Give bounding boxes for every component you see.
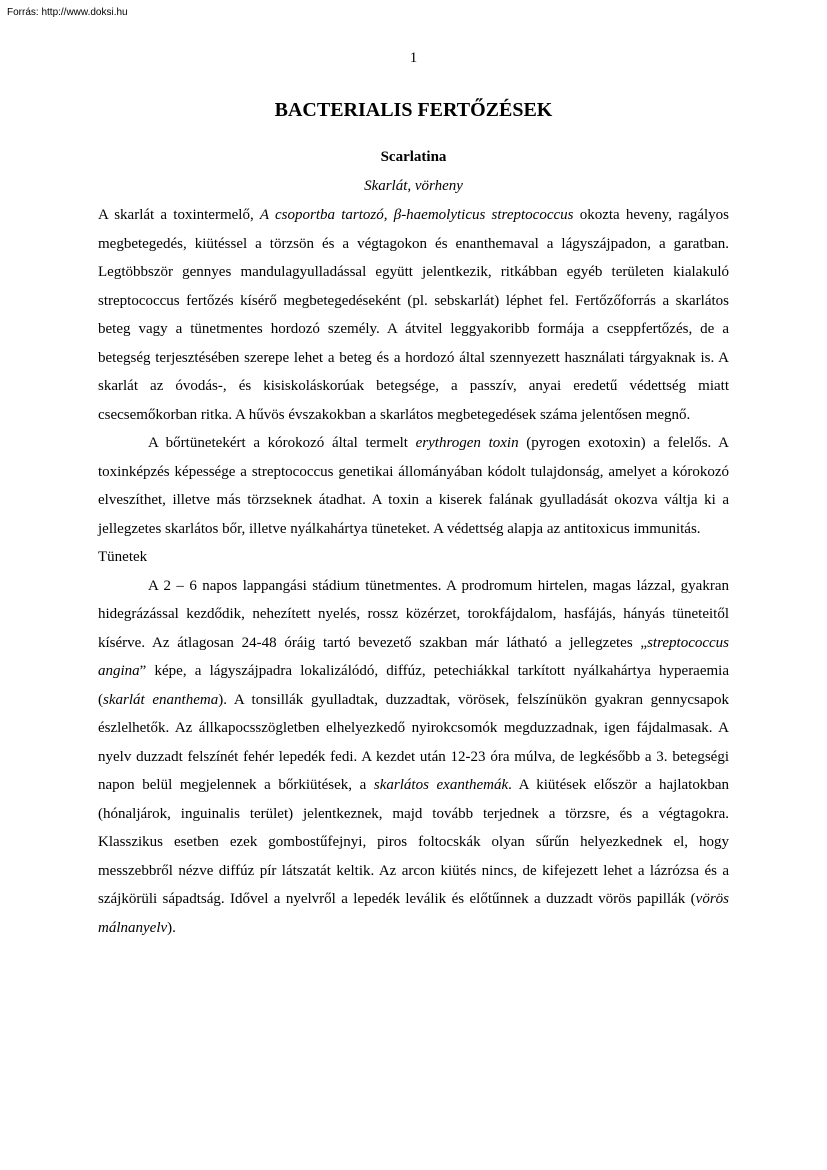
document-title: BACTERIALIS FERTŐZÉSEK	[274, 99, 553, 121]
p3-text-a: A 2 – 6 napos lappangási stádium tünetmentes. A prodromum hirtelen, magas lázzal, gyakran hidegrázással kezdődik, nehezített nyelés, rossz közérzet, torokfájdalom, hasfájás, hányás tüneteitől kísérve. Az átlagosan 24-48 óráig tartó bevezető szakban már látható a jellegzetes „	[98, 577, 729, 651]
section-subtitle: Skarlát, vörheny	[364, 178, 463, 194]
p2-text-a: A bőrtünetekért a kórokozó által termelt	[148, 435, 416, 451]
paragraph-1	[98, 201, 729, 429]
p1-text-c: okozta heveny, ragályos megbetegedés, kiütéssel a törzsön és a végtagokon és enanthemaval a lágyszájpadon, a garatban. Legtöbbször gennyes mandulagyulladással együtt jelentkezik, ritkábban egyéb területen kialakuló streptococcus fertőzés kísérő megbetegedéseként (pl. sebskarlát) léphet fel. Fertőzőforrás a skarlátos beteg vagy a tünetmentes hordozó személy. A átvitel leggyakoribb formája a cseppfertőzés, de a betegség terjesztésében szerepe lehet a beteg és a hordozó által szennyezett használati tárgyaknak is. A skarlát az óvodás-, és kisiskoláskorúak betegsége, a passzív, anyai eredetű védettség miatt csecsemőkorban ritka. A hűvös évszakokban a skarlátos megbetegedések száma jelentősen megnő.	[98, 207, 730, 423]
p3-italic-enanthema: skarlát enanthema	[103, 691, 219, 708]
section-title: Scarlatina	[380, 149, 447, 165]
p2-text-c: (pyrogen exotoxin) a felelős. A toxinképzés képessége a streptococcus genetikai állományában kódolt tulajdonság, amelyet a kórokozó elveszíthet, illetve más törzseknek átadhat. A toxin a kiserek falának gyulladását okozva váltja ki a jellegzetes skarlátos bőr, illetve nyálkahártya tüneteket. A védettség alapja az antitoxicus immunitás.	[98, 435, 729, 537]
p1-italic-pathogen: A csoportba tartozó, β-haemolyticus streptococcus	[259, 207, 574, 223]
source-label: Forrás: http://www.doksi.hu	[7, 7, 128, 18]
heading-tunetek: Tünetek	[98, 549, 148, 565]
paragraph-2	[98, 429, 729, 543]
document-body	[98, 201, 729, 942]
p3-italic-malnanyelv: vörös málnanyelv	[98, 891, 729, 936]
p3-text-g: . A kiütések először a hajlatokban (hónaljárok, inguinalis terület) jelentkeznek, majd tovább terjednek a törzsre, és a végtagokra. Klasszikus esetben ezek gombostűfejnyi, piros foltocskák olyan sűrűn helyezkednek el, hogy messzebbről nézve diffúz pír látszatát keltik. Az arcon kiütés nincs, de kifejezett lehet a lázrózsa és a szájkörüli sápadtság. Idővel a nyelvről a lepedék leválik és előtűnnek a duzzadt vörös papillák (	[98, 777, 729, 907]
paragraph-3	[98, 572, 729, 943]
p2-italic-toxin: erythrogen toxin	[415, 435, 519, 451]
p3-text-i: ).	[167, 919, 176, 936]
p3-text-c: ” képe, a lágyszájpadra lokalizálódó, diffúz, petechiákkal tarkított nyálkahártya hyperaemia (	[98, 663, 729, 708]
p1-text-a: A skarlát a toxintermelő,	[98, 207, 260, 223]
p3-italic-angina: streptococcus angina	[98, 634, 729, 679]
page-number: 1	[409, 50, 418, 66]
p3-text-e: ). A tonsillák gyulladtak, duzzadtak, vörösek, felszínükön gyakran gennycsapok észlelhetők. Az állkapocsszögletben elhelyezkedő nyirokcsomók megduzzadnak, igen fájdalmasak. A nyelv duzzadt felszínét fehér lepedék fedi. A kezdet után 12-23 óra múlva, de legkésőbb a 3. betegségi napon belül megjelennek a bőrkiütések, a	[98, 691, 729, 793]
p3-italic-exanthema: skarlátos exanthemák	[373, 777, 509, 793]
